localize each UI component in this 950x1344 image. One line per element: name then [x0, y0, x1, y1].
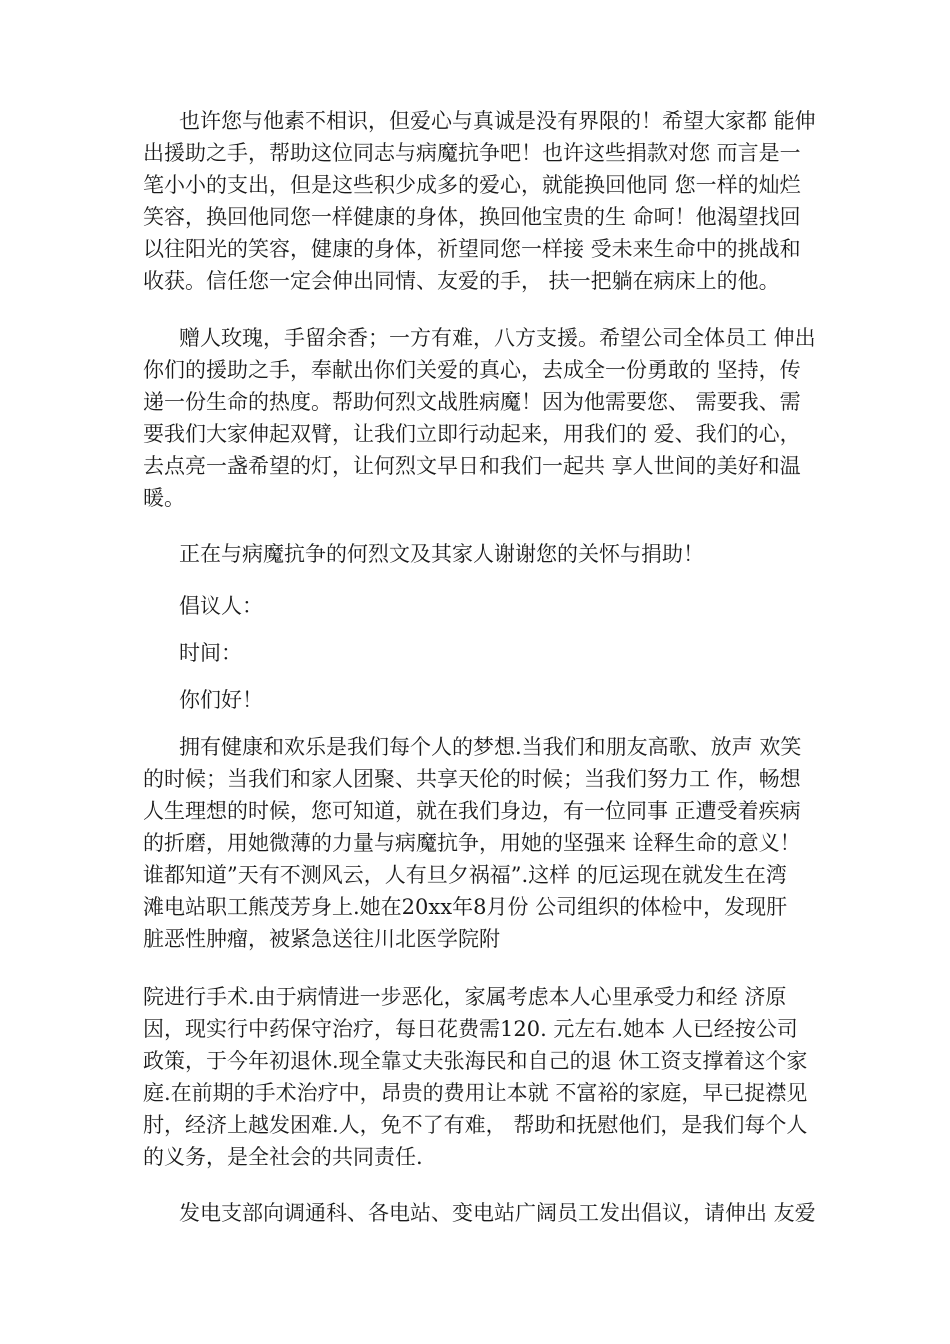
text-line: 你们的援助之手，奉献出你们关爱的真心，去成全一份勇敢的 坚持，传 [143, 358, 801, 382]
text-line: 递一份生命的热度。帮助何烈文战胜病魔！因为他需要您、 需要我、需 [143, 390, 801, 414]
paragraph-roses [143, 322, 843, 514]
text-line: 笔小小的支出，但是这些积少成多的爱心，就能换回他同 您一样的灿烂 [143, 173, 801, 197]
text-line: 收获。信任您一定会伸出同情、友爱的手， 扶一把躺在病床上的他。 [143, 269, 780, 293]
text-line: 人生理想的时候，您可知道，就在我们身边，有一位同事 正遭受着疾病 [143, 799, 801, 823]
text-line: 时间： [179, 641, 242, 665]
paragraph-story [143, 731, 843, 955]
text-line: 发电支部向调通科、各电站、变电站广阔员工发出倡议，请伸出 友爱 [179, 1201, 816, 1225]
paragraph-thanks [143, 538, 843, 570]
text-line: 因，现实行中药保守治疗，每日花费需120. 元左右.她本 人已经按公司 [143, 1017, 798, 1041]
text-line: 倡议人： [179, 594, 263, 618]
initiator-label [143, 590, 843, 622]
time-label [143, 637, 843, 669]
text-line: 庭.在前期的手术治疗中，昂贵的费用让本就 不富裕的家庭，早已捉襟见 [143, 1081, 808, 1105]
text-line: 正在与病魔抗争的何烈文及其家人谢谢您的关怀与捐助！ [179, 542, 704, 566]
greeting [143, 684, 843, 716]
text-line: 肘，经济上越发困难.人，免不了有难， 帮助和抚慰他们，是我们每个人 [143, 1113, 808, 1137]
text-line: 以往阳光的笑容，健康的身体，祈望同您一样接 受未来生命中的挑战和 [143, 237, 801, 261]
text-line: 出援助之手，帮助这位同志与病魔抗争吧！也许这些捐款对您 而言是一 [143, 141, 801, 165]
text-line: 院进行手术.由于病情进一步恶化，家属考虑本人心里承受力和经 济原 [143, 985, 787, 1009]
text-line: 赠人玫瑰，手留余香；一方有难，八方支援。希望公司全体员工 伸出 [179, 326, 816, 350]
text-line: 的义务，是全社会的共同责任. [143, 1145, 423, 1169]
text-line: 拥有健康和欢乐是我们每个人的梦想.当我们和朋友高歌、放声 欢笑 [179, 735, 802, 759]
text-line: 的时候；当我们和家人团聚、共享天伦的时候；当我们努力工 作，畅想 [143, 767, 801, 791]
text-line: 去点亮一盏希望的灯，让何烈文早日和我们一起共 享人世间的美好和温 [143, 454, 801, 478]
paragraph-treatment [143, 981, 843, 1173]
text-line: 政策，于今年初退休.现全靠丈夫张海民和自己的退 休工资支撑着这个家 [143, 1049, 808, 1073]
text-line: 脏恶性肿瘤，被紧急送往川北医学院附 [143, 927, 500, 951]
text-line: 也许您与他素不相识，但爱心与真诚是没有界限的！希望大家都 能伸 [179, 109, 816, 133]
text-line: 的折磨，用她微薄的力量与病魔抗争，用她的坚强来 诠释生命的意义！ [143, 831, 801, 855]
paragraph-appeal [143, 105, 843, 297]
paragraph-initiative [143, 1197, 843, 1229]
text-line: 笑容，换回他同您一样健康的身体，换回他宝贵的生 命呵！他渴望找回 [143, 205, 801, 229]
text-line: 暖。 [143, 486, 185, 510]
text-line: 谁都知道”天有不测风云，人有旦夕祸福”.这样 的厄运现在就发生在湾 [143, 863, 787, 887]
text-line: 你们好！ [179, 688, 263, 712]
text-line: 滩电站职工熊茂芳身上.她在20xx年8月份 公司组织的体检中，发现肝 [143, 895, 788, 919]
text-line: 要我们大家伸起双臂，让我们立即行动起来，用我们的 爱、我们的心， [143, 422, 801, 446]
